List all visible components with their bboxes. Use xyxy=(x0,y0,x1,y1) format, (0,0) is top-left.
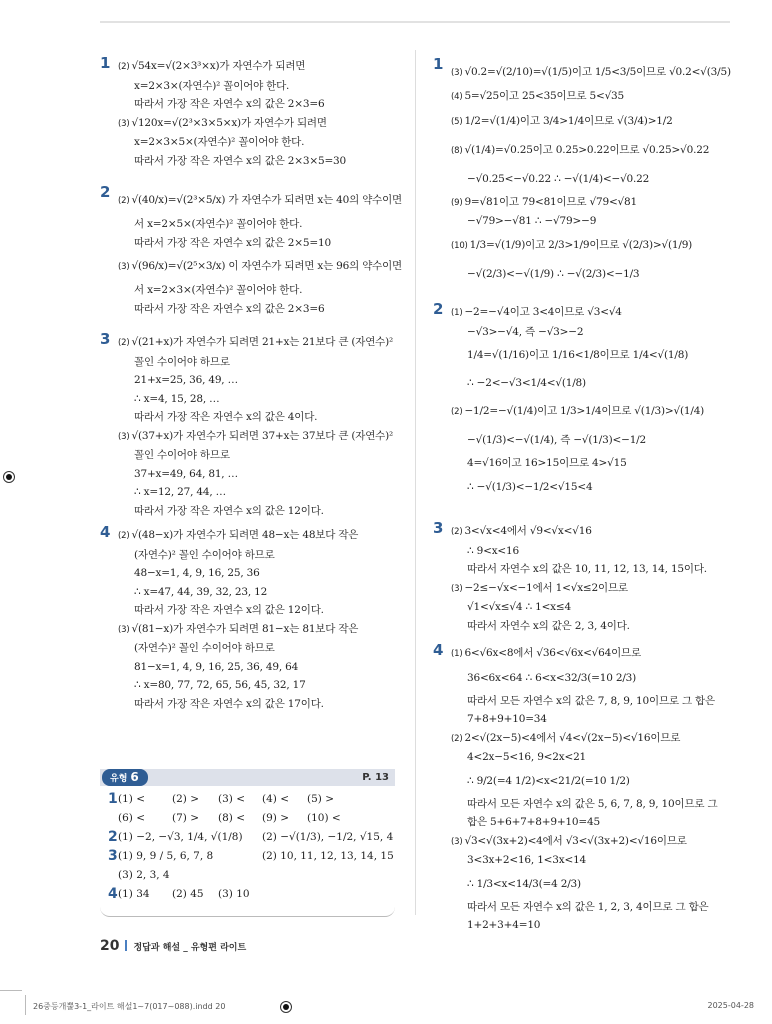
solution-lines xyxy=(451,522,707,635)
subpart-label: (3) xyxy=(118,431,130,442)
solution-line xyxy=(118,639,358,658)
subpart-label: (2) xyxy=(451,527,463,537)
solution-text: 1/3=√(1/9)이고 2/3>1/9이므로 √(2/3)>√(1/9) xyxy=(469,238,693,251)
left-problem-3 xyxy=(100,330,394,520)
solution-text: 따라서 가장 작은 자연수 x의 값은 17이다. xyxy=(134,697,324,710)
right-problem-4 xyxy=(433,641,718,935)
solution-text: 서 x=2×3×(자연수)² 꼴이어야 한다. xyxy=(134,284,303,296)
solution-line xyxy=(451,664,717,692)
solution-text: 따라서 가장 작은 자연수 x의 값은 4이다. xyxy=(134,411,318,423)
solution-line xyxy=(451,767,717,795)
problem-number: 2 xyxy=(433,300,444,318)
solution-text: −√(1/3)<−√(1/4), 즉 −√(1/3)<−1/2 xyxy=(467,434,646,446)
subpart-label: (3) xyxy=(451,583,463,594)
solution-line xyxy=(451,193,731,213)
solution-text: ∴ −2<−√3<1/4<√(1/8) xyxy=(467,377,586,389)
solution-line xyxy=(451,87,731,107)
solution-line xyxy=(451,916,717,935)
solution-text: √(48−x)가 자연수가 되려면 48−x는 48보다 작은 xyxy=(131,529,359,541)
solution-line xyxy=(118,695,358,714)
solution-text: 합은 5+6+7+8+9+10=45 xyxy=(467,816,600,828)
problem-number: 3 xyxy=(433,519,444,537)
solution-text: 36<6x<64 ∴ 6<x<32/3(=10 2/3) xyxy=(467,671,637,684)
solution-text: ∴ 9/2(=4 1/2)<x<21/2(=10 1/2) xyxy=(467,774,630,787)
solution-line xyxy=(118,546,358,565)
answer-cell: (10) < xyxy=(307,812,341,824)
solution-line xyxy=(451,542,707,561)
solution-text: 9=√81이고 79<81이므로 √79<√81 xyxy=(464,195,637,208)
answer-number: 3 xyxy=(108,848,118,864)
solution-text: x=2×3×5×(자연수)² 꼴이어야 한다. xyxy=(134,136,305,148)
slug-filename: 26중등개뿔3-1_라이트 해설1~7(017~088).indd 20 xyxy=(33,1002,226,1011)
answer-row xyxy=(100,809,395,828)
solution-text: √54x=√(2×3³×x)가 자연수가 되려면 xyxy=(131,60,306,72)
solution-text: √(96/x)=√(2⁵×3/x) 이 자연수가 되려면 x는 96의 약수이면 xyxy=(131,260,402,272)
type-label: 유형 xyxy=(110,774,128,784)
problem-number: 1 xyxy=(100,54,111,72)
subpart-label: (3) xyxy=(451,836,463,847)
solution-line xyxy=(118,408,393,427)
solution-text: (자연수)² 꼴인 수이어야 하므로 xyxy=(134,642,275,654)
solution-text: √(21+x)가 자연수가 되려면 21+x는 21보다 큰 (자연수)² xyxy=(131,336,394,348)
solution-text: −2=−√4이고 3<4이므로 √3<√4 xyxy=(464,306,622,318)
solution-line xyxy=(451,729,717,749)
answer-cell: (5) > xyxy=(307,793,335,805)
answer-cell: (2) > xyxy=(172,793,200,805)
solution-text: 3<3x+2<16, 1<3x<14 xyxy=(467,854,587,866)
solution-lines xyxy=(118,186,402,318)
problem-number: 3 xyxy=(100,330,111,348)
solution-line xyxy=(451,579,707,599)
solution-line xyxy=(451,598,707,617)
answer-cell: (8) < xyxy=(218,812,246,824)
solution-line xyxy=(451,617,707,636)
solution-line xyxy=(451,165,731,193)
solution-text: 따라서 가장 작은 자연수 x의 값은 2×3=6 xyxy=(134,302,325,315)
problem-number: 1 xyxy=(433,55,444,73)
solution-line xyxy=(118,446,393,465)
solution-line xyxy=(118,371,393,390)
solution-line xyxy=(451,397,704,426)
solution-text: 4=√16이고 16>15이므로 4>√15 xyxy=(467,457,627,469)
solution-text: 따라서 모든 자연수 x의 값은 5, 6, 7, 8, 9, 10이므로 그 xyxy=(467,797,718,810)
solution-line xyxy=(118,465,393,484)
solution-line xyxy=(118,658,358,677)
answer-row xyxy=(100,885,395,904)
solution-line xyxy=(451,560,707,579)
solution-line xyxy=(451,813,717,832)
type-badge xyxy=(102,769,148,786)
solution-text: 따라서 모든 자연수 x의 값은 7, 8, 9, 10이므로 그 합은 xyxy=(467,694,715,707)
solution-line xyxy=(451,748,717,767)
solution-text: 따라서 가장 작은 자연수 x의 값은 12이다. xyxy=(134,604,324,616)
solution-line xyxy=(118,676,358,695)
solution-line xyxy=(451,341,704,369)
answer-cell: (2) −√(1/3), −1/2, √15, 4 xyxy=(262,831,394,843)
problem-number: 2 xyxy=(100,183,111,201)
solution-line xyxy=(451,369,704,397)
solution-line xyxy=(451,136,731,165)
solution-line xyxy=(451,710,717,729)
solution-text: 서 x=2×5×(자연수)² 꼴이어야 한다. xyxy=(134,218,303,230)
answer-cell: (1) 34 xyxy=(118,888,150,900)
problem-number: 4 xyxy=(100,523,111,541)
solution-line xyxy=(118,114,346,134)
solution-text: ∴ x=4, 15, 28, … xyxy=(134,392,220,405)
answer-row xyxy=(100,866,395,885)
solution-text: 따라서 가장 작은 자연수 x의 값은 2×5=10 xyxy=(134,236,331,249)
answer-row xyxy=(100,790,395,809)
solution-line xyxy=(451,323,704,342)
solution-line xyxy=(451,260,731,288)
solution-text: √120x=√(2³×3×5×x)가 자연수가 되려면 xyxy=(131,116,327,129)
solution-lines xyxy=(118,333,393,520)
answer-row xyxy=(100,828,395,847)
solution-line xyxy=(451,426,704,454)
subpart-label: (1) xyxy=(451,308,463,318)
solution-line xyxy=(451,851,717,870)
subpart-label: (5) xyxy=(451,116,463,127)
solution-text: 따라서 자연수 x의 값은 10, 11, 12, 13, 14, 15이다. xyxy=(467,563,707,575)
solution-line xyxy=(118,152,346,171)
answer-cell: (4) < xyxy=(262,793,290,805)
subpart-label: (2) xyxy=(118,196,130,206)
solution-text: 7+8+9+10=34 xyxy=(467,713,547,725)
solution-text: 48−x=1, 4, 9, 16, 25, 36 xyxy=(134,567,260,579)
solution-text: √3<√(3x+2)<4에서 √3<√(3x+2)<√16이므로 xyxy=(464,834,687,847)
footer-title: 정답과 해설 _ 유형편 라이트 xyxy=(133,943,247,953)
answer-cell: (7) > xyxy=(172,812,200,824)
solution-text: −√79>−√81 ∴ −√79>−9 xyxy=(467,215,597,227)
solution-text: √(37+x)가 자연수가 되려면 37+x는 37보다 큰 (자연수)² xyxy=(131,429,394,442)
solution-line xyxy=(451,454,704,473)
page-footer xyxy=(100,938,246,954)
solution-line xyxy=(451,212,731,231)
solution-line xyxy=(451,644,717,664)
solution-text: 따라서 자연수 x의 값은 2, 3, 4이다. xyxy=(467,619,630,632)
solution-line xyxy=(451,692,717,711)
right-problem-2 xyxy=(433,300,705,501)
footer-bar xyxy=(125,940,127,951)
solution-line xyxy=(118,234,402,253)
subpart-label: (2) xyxy=(451,733,463,744)
solution-text: √(81−x)가 자연수가 되려면 81−x는 81보다 작은 xyxy=(131,622,359,635)
solution-lines xyxy=(118,526,358,713)
solution-lines xyxy=(451,58,731,288)
solution-line xyxy=(451,303,704,323)
solution-line xyxy=(118,77,346,96)
page-reference: P. 13 xyxy=(362,772,389,783)
subpart-label: (2) xyxy=(118,338,130,348)
solution-text: −√3>−√4, 즉 −√3>−2 xyxy=(467,325,584,338)
solution-text: (자연수)² 꼴인 수이어야 하므로 xyxy=(134,548,275,561)
solution-line xyxy=(118,564,358,583)
answer-cell: (2) 45 xyxy=(172,888,204,900)
answer-row xyxy=(100,847,395,866)
solution-line xyxy=(451,107,731,136)
answer-cell: (9) > xyxy=(262,812,290,824)
answer-cell: (3) < xyxy=(218,793,246,805)
solution-text: ∴ 1/3<x<14/3(=4 2/3) xyxy=(467,877,581,890)
problem-number: 4 xyxy=(433,641,444,659)
solution-text: √(40/x)=√(2³×5/x) 가 자연수가 되려면 x는 40의 약수이면 xyxy=(131,194,402,206)
solution-text: −√(2/3)<−√(1/9) ∴ −√(2/3)<−1/3 xyxy=(467,267,640,280)
answer-summary-box xyxy=(100,769,395,917)
solution-text: √(1/4)=√0.25이고 0.25>0.22이므로 √0.25>√0.22 xyxy=(464,143,710,156)
column-divider xyxy=(415,50,416,915)
solution-line xyxy=(118,57,346,77)
solution-text: 37+x=49, 64, 81, … xyxy=(134,467,238,480)
right-problem-3 xyxy=(433,519,707,635)
solution-line xyxy=(118,601,358,620)
solution-line xyxy=(118,186,402,215)
solution-line xyxy=(451,473,704,501)
solution-line xyxy=(451,898,717,917)
solution-line xyxy=(118,353,393,372)
solution-text: x=2×3×(자연수)² 꼴이어야 한다. xyxy=(134,79,290,92)
solution-text: 81−x=1, 4, 9, 16, 25, 36, 49, 64 xyxy=(134,660,299,673)
solution-text: 따라서 가장 작은 자연수 x의 값은 2×3×5=30 xyxy=(134,154,347,167)
solution-line xyxy=(451,231,731,260)
crop-mark xyxy=(0,990,22,991)
answer-box-header xyxy=(100,769,395,786)
subpart-label: (3) xyxy=(451,68,463,78)
solution-line xyxy=(118,215,402,234)
solution-text: 따라서 가장 작은 자연수 x의 값은 12이다. xyxy=(134,504,324,517)
solution-text: 2<√(2x−5)<4에서 √4<√(2x−5)<√16이므로 xyxy=(464,731,681,744)
subpart-label: (2) xyxy=(451,407,463,417)
subpart-label: (1) xyxy=(451,649,463,659)
answer-cell: (1) < xyxy=(118,793,146,805)
type-number: 6 xyxy=(130,770,139,784)
subpart-label: (2) xyxy=(118,531,130,541)
subpart-label: (10) xyxy=(451,240,468,251)
crop-mark xyxy=(25,995,26,1015)
solution-text: 꼴인 수이어야 하므로 xyxy=(134,449,230,461)
solution-text: ∴ −√(1/3)<−1/2<√15<4 xyxy=(467,480,593,493)
solution-line xyxy=(118,502,393,521)
solution-line xyxy=(451,795,717,814)
answer-cell: (1) −2, −√3, 1/4, √(1/8) xyxy=(118,831,243,843)
solution-text: 1/2=√(1/4)이고 3/4>1/4이므로 √(3/4)>1/2 xyxy=(464,114,673,127)
solution-line xyxy=(118,95,346,114)
solution-line xyxy=(118,252,402,281)
solution-text: 5=√25이고 25<35이므로 5<√35 xyxy=(464,90,625,102)
solution-line xyxy=(118,483,393,502)
answer-cell: (3) 10 xyxy=(218,888,250,900)
solution-lines xyxy=(451,303,704,501)
solution-lines xyxy=(451,644,717,935)
subpart-label: (8) xyxy=(451,145,463,156)
solution-text: ∴ 9<x<16 xyxy=(467,544,519,557)
solution-text: 따라서 가장 작은 자연수 x의 값은 2×3=6 xyxy=(134,98,325,110)
subpart-label: (2) xyxy=(118,62,130,72)
solution-text: ∴ x=47, 44, 39, 32, 23, 12 xyxy=(134,585,268,598)
solution-line xyxy=(118,333,393,353)
answer-cell: (2) 10, 11, 12, 13, 14, 15 xyxy=(262,850,394,862)
solution-text: 4<2x−5<16, 9<2x<21 xyxy=(467,751,587,763)
solution-line xyxy=(118,583,358,602)
left-problem-2 xyxy=(100,183,402,318)
answer-number: 2 xyxy=(108,829,118,845)
answer-cell: (1) 9, 9 / 5, 6, 7, 8 xyxy=(118,850,214,862)
solution-line xyxy=(451,832,717,852)
solution-text: √1<√x≤√4 ∴ 1<x≤4 xyxy=(467,601,571,613)
registration-mark-icon xyxy=(3,471,15,483)
solution-line xyxy=(118,427,393,447)
solution-text: −√0.25<−√0.22 ∴ −√(1/4)<−√0.22 xyxy=(467,172,650,185)
solution-text: 21+x=25, 36, 49, … xyxy=(134,374,238,386)
solution-text: 6<√6x<8에서 √36<√6x<√64이므로 xyxy=(464,647,641,659)
solution-text: ∴ x=80, 77, 72, 65, 56, 45, 32, 17 xyxy=(134,679,306,691)
solution-line xyxy=(118,390,393,409)
slug-date: 2025-04-28 xyxy=(707,1001,754,1010)
solution-text: 3<√x<4에서 √9<√x<√16 xyxy=(464,525,592,537)
answer-cell: (3) 2, 3, 4 xyxy=(118,869,170,881)
answer-number: 4 xyxy=(108,886,118,902)
answer-cell: (6) < xyxy=(118,812,146,824)
answer-number: 1 xyxy=(108,791,118,807)
top-rule xyxy=(100,21,730,23)
subpart-label: (3) xyxy=(118,262,130,272)
solution-text: ∴ x=12, 27, 44, … xyxy=(134,486,226,498)
solution-text: √0.2=√(2/10)=√(1/5)이고 1/5<3/5이므로 √0.2<√(3/5) xyxy=(464,66,731,78)
solution-lines xyxy=(118,57,346,170)
registration-mark-icon xyxy=(280,1001,292,1013)
solution-line xyxy=(451,522,707,542)
subpart-label: (3) xyxy=(118,624,130,635)
page-number: 20 xyxy=(100,938,120,954)
subpart-label: (9) xyxy=(451,197,463,208)
subpart-label: (3) xyxy=(118,118,130,129)
solution-text: 꼴인 수이어야 하므로 xyxy=(134,355,230,368)
subpart-label: (4) xyxy=(451,92,463,102)
solution-text: −2≤−√x<−1에서 1<√x≤2이므로 xyxy=(464,581,628,594)
solution-text: 1/4=√(1/16)이고 1/16<1/8이므로 1/4<√(1/8) xyxy=(467,349,689,361)
solution-text: 1+2+3+4=10 xyxy=(467,919,541,931)
left-problem-4 xyxy=(100,523,359,713)
solution-line xyxy=(451,870,717,898)
solution-line xyxy=(118,526,358,546)
solution-text: −1/2=−√(1/4)이고 1/3>1/4이므로 √(1/3)>√(1/4) xyxy=(464,405,705,417)
solution-line xyxy=(451,58,731,87)
left-problem-1 xyxy=(100,54,347,170)
solution-line xyxy=(118,620,358,640)
solution-line xyxy=(118,133,346,152)
right-problem-1 xyxy=(433,55,731,288)
solution-line xyxy=(118,300,402,319)
solution-line xyxy=(118,281,402,300)
solution-text: 따라서 모든 자연수 x의 값은 1, 2, 3, 4이므로 그 합은 xyxy=(467,900,709,913)
